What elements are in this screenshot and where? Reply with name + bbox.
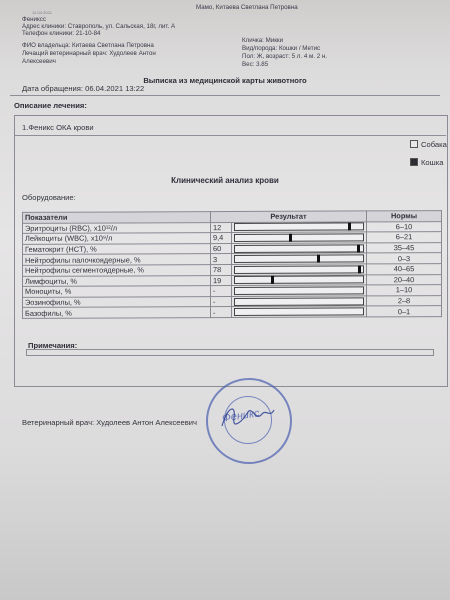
- result-scale-cell: [232, 306, 367, 317]
- norm-range: 20–40: [367, 274, 442, 285]
- result-value: 78: [211, 264, 232, 275]
- column-header-result: Результат: [211, 211, 367, 222]
- owner-name: ФИО владельца: Китаева Светлана Петровна: [22, 42, 154, 49]
- norm-range: 40–65: [367, 264, 442, 275]
- result-value: -: [211, 286, 232, 297]
- parameter-name: Эритроциты (RBC), х10¹²/л: [23, 222, 211, 233]
- result-value: -: [211, 296, 232, 307]
- result-value: 60: [211, 243, 232, 254]
- result-marker: [271, 276, 274, 284]
- equipment-label: Оборудование:: [22, 193, 76, 202]
- document-title: Выписка из медицинской карты животного: [143, 76, 307, 85]
- result-scale-cell: [232, 222, 367, 233]
- analysis-title: Клинический анализ крови: [171, 176, 279, 185]
- pet-sex-age: Пол: Ж, возраст: 5 л. 4 м. 2 н.: [242, 53, 327, 60]
- result-marker: [357, 244, 360, 252]
- result-scale-bar: [234, 233, 364, 242]
- clinic-phone: Телефон клиники: 21-10-84: [22, 30, 101, 37]
- clinic-name: Фениксс: [22, 16, 46, 23]
- result-value: 12: [211, 222, 232, 233]
- result-marker: [289, 234, 292, 242]
- result-scale-cell: [232, 296, 367, 307]
- checkbox-cat[interactable]: [410, 158, 418, 166]
- pet-weight: Вес: 3.85: [242, 61, 269, 68]
- parameter-name: Гематокрит (HCT), %: [23, 243, 211, 254]
- result-scale-bar: [234, 255, 364, 264]
- parameter-name: Базофилы, %: [23, 307, 211, 318]
- pet-name: Кличка: Микки: [242, 37, 284, 44]
- doctor-name-line1: Лечащий ветеринарный врач: Худолеев Антон: [22, 50, 156, 57]
- treatment-item: 1.Феникс ОКА крови: [22, 123, 94, 132]
- parameter-name: Лимфоциты, %: [23, 275, 211, 286]
- results-table: [22, 210, 442, 319]
- column-header-parameter: Показатели: [23, 212, 211, 223]
- result-marker: [358, 265, 361, 273]
- result-scale-bar: [234, 297, 364, 306]
- divider: [10, 95, 440, 96]
- species-option-cat: Кошка: [421, 158, 444, 167]
- parameter-name: Нейтрофилы сегментоядерные, %: [23, 265, 211, 276]
- result-scale-bar: [234, 223, 364, 232]
- divider: [14, 135, 446, 136]
- result-value: -: [211, 307, 232, 318]
- table-row: [23, 306, 442, 318]
- norm-range: 0–3: [367, 253, 442, 264]
- tiny-date: 12.04.2021: [32, 10, 53, 15]
- result-value: 19: [211, 275, 232, 286]
- species-option-dog: Собака: [421, 140, 447, 149]
- norm-range: 6–21: [367, 232, 442, 243]
- norm-range: 6–10: [367, 221, 442, 232]
- pet-species: Вид/порода: Кошки / Метис: [242, 45, 321, 52]
- column-header-norms: Нормы: [367, 211, 442, 222]
- parameter-name: Нейтрофилы палочкоядерные, %: [23, 254, 211, 265]
- doctor-name-line2: Алексеевич: [22, 58, 56, 65]
- result-scale-cell: [232, 264, 367, 275]
- stamp-text: Феникс: [221, 407, 261, 425]
- result-scale-cell: [232, 232, 367, 243]
- notes-heading: Примечания:: [28, 341, 78, 350]
- result-marker: [348, 223, 351, 231]
- parameter-name: Моноциты, %: [23, 286, 211, 297]
- parameter-name: Эозинофилы, %: [23, 296, 211, 307]
- result-marker: [317, 255, 320, 263]
- result-scale-bar: [234, 244, 364, 253]
- visit-date: Дата обращения: 06.04.2021 13:22: [22, 84, 145, 93]
- result-scale-cell: [232, 253, 367, 264]
- clinic-address: Адрес клиники: Ставрополь, ул. Сальская, 18г, лит. А: [22, 23, 176, 30]
- vet-signature-line: Ветеринарный врач: Худолеев Антон Алексеевич: [22, 418, 197, 427]
- result-value: 9,4: [211, 233, 232, 244]
- norm-range: 2–8: [367, 295, 442, 306]
- norm-range: 35–45: [367, 242, 442, 253]
- result-value: 3: [211, 254, 232, 265]
- result-scale-cell: [232, 285, 367, 296]
- result-scale-cell: [232, 274, 367, 285]
- result-scale-bar: [234, 308, 364, 317]
- result-scale-bar: [234, 276, 364, 285]
- treatment-heading: Описание лечения:: [14, 101, 87, 110]
- checkbox-dog[interactable]: [410, 140, 418, 148]
- result-scale-bar: [234, 286, 364, 295]
- result-scale-bar: [234, 265, 364, 274]
- page-header-topline: Мамо, Китаева Светлана Петровна: [196, 4, 298, 11]
- result-scale-cell: [232, 243, 367, 254]
- notes-field: [26, 349, 434, 356]
- norm-range: 1–10: [367, 285, 442, 296]
- norm-range: 0–1: [367, 306, 442, 317]
- handwritten-signature: [218, 400, 278, 434]
- parameter-name: Лейкоциты (WBC), х10⁹/л: [23, 233, 211, 244]
